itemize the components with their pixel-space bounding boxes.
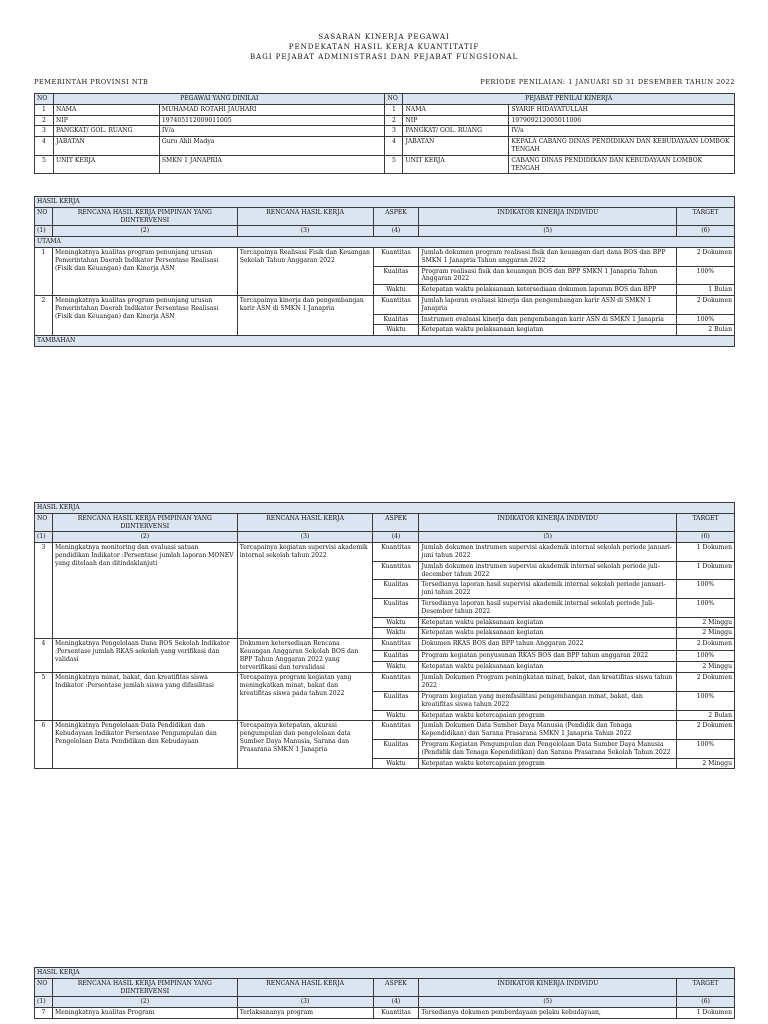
work-plan-text: Dokumen ketersediaan Rencana Keuangan Anggaran Sekolah BOS dan BPP Tahun Anggaran 2022 yang terverifikasi dan tervalidasi [237, 639, 373, 673]
utama-label: UTAMA [35, 237, 735, 248]
target-cell: 100% [677, 739, 735, 758]
column-number-row [35, 997, 735, 1008]
col-number: (5) [419, 226, 677, 237]
row-number: 1 [35, 104, 54, 115]
aspect-cell: Kualitas [373, 314, 419, 325]
col-number: (4) [373, 532, 419, 543]
identity-row [35, 137, 735, 156]
row-number: 4 [35, 137, 54, 156]
col-aspect: ASPEK [373, 978, 419, 997]
item-number: 2 [35, 295, 53, 335]
indicator-cell: Instrumen evaluasi kinerja dan pengembangan karir ASN di SMKN 1 Janapria [419, 314, 677, 325]
col-number: (5) [419, 532, 677, 543]
institution-label: PEMERINTAH PROVINSI NTB [34, 78, 149, 86]
leader-plan-text: Meningkatnya Pengelolaan Data Pendidikan dan Kebudayaan Indikator Persentase Pengumpulan dan Pengelolaan Data Pendidikan dan Kebudayaan [52, 721, 237, 769]
col-work-plan: RENCANA HASIL KERJA [237, 513, 373, 532]
field-label: NAMA [53, 104, 159, 115]
target-cell: 1 Dokumen [677, 561, 735, 580]
aspect-cell: Kualitas [373, 580, 419, 599]
target-cell: 100% [677, 580, 735, 599]
item-number: 7 [35, 1008, 53, 1019]
col-no: NO [35, 978, 53, 997]
aspect-cell: Kuantitas [373, 247, 419, 266]
aspect-cell: Waktu [373, 661, 419, 672]
target-cell: 100% [677, 598, 735, 617]
indicator-cell: Dokumen RKAS BOS dan BPP tahun Anggaran 2022 [419, 639, 677, 650]
aspect-cell: Kuantitas [373, 673, 419, 692]
title-line-3: BAGI PEJABAT ADMINISTRASI DAN PEJABAT FUNGSIONAL [249, 52, 519, 61]
target-cell: 2 Dokumen [677, 721, 735, 740]
col-target: TARGET [677, 978, 735, 997]
target-cell: 1 Bulan [677, 285, 735, 296]
indicator-cell: Jumlah dokumen instrumen supervisi akademik internal sekolah periode juli-december tahun 2022 [419, 561, 677, 580]
period-label: PERIODE PENILAIAN: 1 JANUARI SD 31 DESEMBER TAHUN 2022 [480, 78, 735, 86]
aspect-cell: Waktu [373, 617, 419, 628]
target-cell: 2 Minggu [677, 628, 735, 639]
evaluator-nip: 197909212005011006 [509, 115, 735, 126]
evaluator-name: SYARIF HIDAYATULLAH [509, 104, 735, 115]
identity-row [35, 126, 735, 137]
section-title: HASIL KERJA [35, 197, 735, 208]
col-number: (6) [677, 997, 735, 1008]
identity-row [35, 104, 735, 115]
target-cell: 100% [677, 314, 735, 325]
col-leader-plan: RENCANA HASIL KERJA PIMPINAN YANG DIINTERVENSI [52, 978, 237, 997]
indicator-cell: Ketepatan waktu pelaksanaan kegiatan [419, 325, 677, 336]
item-number: 5 [35, 673, 53, 721]
employee-name: MUHAMAD ROTAHI JAUHARI [159, 104, 385, 115]
leader-plan-text: Meningkatnya monitoring dan evaluasi satuan pendidikan Indikator :Persentase jumlah laporan MONEV yang ditelaah dan ditindaklanjuti [52, 543, 237, 639]
column-number-row [35, 532, 735, 543]
work-plan-text: Tercapainya program kegiatan yang meningkatkan minat, bakat dan kreatifitas siswa pada tahun 2022 [237, 673, 373, 721]
row-number: 1 [385, 104, 403, 115]
item-number: 1 [35, 247, 53, 295]
column-header-row [35, 513, 735, 532]
evaluator-header: PEJABAT PENILAI KINERJA [403, 94, 735, 105]
col-leader-plan: RENCANA HASIL KERJA PIMPINAN YANG DIINTERVENSI [52, 207, 237, 226]
col-number: (3) [237, 997, 373, 1008]
item-number: 3 [35, 543, 53, 639]
field-label: PANGKAT/ GOL. RUANG [403, 126, 509, 137]
target-cell: 2 Minggu [677, 758, 735, 769]
table-row [35, 721, 735, 740]
col-number: (2) [52, 532, 237, 543]
col-number: (2) [52, 226, 237, 237]
col-number: (4) [373, 997, 419, 1008]
leader-plan-text: Meningkatnya minat, bakat, dan kreatifitas siswa Indikator :Persentase jumlah siswa yang difasilitasi [52, 673, 237, 721]
identity-row [35, 115, 735, 126]
aspect-cell: Kualitas [373, 650, 419, 661]
table-row [35, 1008, 735, 1019]
field-label: JABATAN [403, 137, 509, 156]
aspect-cell: Kuantitas [373, 1008, 419, 1019]
indicator-cell: Jumlah Dokumen Program peningkatan minat, bakat, dan kreatifitas siswa tahun 2022 [419, 673, 677, 692]
employee-unit: SMKN 1 JANAPRIA [159, 155, 385, 174]
col-leader-plan: RENCANA HASIL KERJA PIMPINAN YANG DIINTERVENSI [52, 513, 237, 532]
field-label: UNIT KERJA [53, 155, 159, 174]
row-number: 4 [385, 137, 403, 156]
field-label: UNIT KERJA [403, 155, 509, 174]
aspect-cell: Waktu [373, 628, 419, 639]
row-number: 5 [35, 155, 54, 174]
indicator-cell: Program Kegiatan Pengumpulan dan Pengelolaan Data Sumber Daya Manusia (Pendidik dan Tenaga Kependidikan) dan Sarana Prasarana Sekolah Tahun 2022 [419, 739, 677, 758]
col-work-plan: RENCANA HASIL KERJA [237, 978, 373, 997]
aspect-cell: Waktu [373, 710, 419, 721]
col-number: (3) [237, 226, 373, 237]
aspect-cell: Waktu [373, 285, 419, 296]
work-results-table-2 [34, 502, 735, 769]
identity-no-header-right: NO [385, 94, 403, 105]
item-number: 6 [35, 721, 53, 769]
field-label: NIP [53, 115, 159, 126]
identity-header-row [35, 94, 735, 105]
col-number: (1) [35, 226, 53, 237]
table-row [35, 639, 735, 650]
leader-plan-text: Meningkatnya kualitas program penunjang urusan Pemerintahan Daerah Indikator Persentase Realisasi (Fisik dan Keuangan) dan Kinerja ASN [52, 247, 237, 295]
target-cell: 2 Dokumen [677, 247, 735, 266]
column-number-row [35, 226, 735, 237]
col-no: NO [35, 513, 53, 532]
aspect-cell: Kualitas [373, 598, 419, 617]
evaluated-employee-header: PEGAWAI YANG DINILAI [53, 94, 385, 105]
row-number: 5 [385, 155, 403, 174]
employee-rank: IV/a [159, 126, 385, 137]
target-cell: 2 Bulan [677, 325, 735, 336]
work-plan-text: Tercapainya kegiatan supervisi akademik internal sekolah tahun 2022 [237, 543, 373, 639]
work-results-table-1 [34, 196, 735, 347]
aspect-cell: Kualitas [373, 266, 419, 285]
aspect-cell: Kuantitas [373, 295, 419, 314]
col-no: NO [35, 207, 53, 226]
evaluator-unit: CABANG DINAS PENDIDIKAN DAN KEBUDAYAAN LOMBOK TENGAH [509, 155, 735, 174]
col-number: (2) [52, 997, 237, 1008]
field-label: PANGKAT/ GOL. RUANG [53, 126, 159, 137]
target-cell: 2 Minggu [677, 617, 735, 628]
target-cell: 2 Bulan [677, 710, 735, 721]
evaluator-rank: IV/a [509, 126, 735, 137]
field-label: NAMA [403, 104, 509, 115]
col-aspect: ASPEK [373, 513, 419, 532]
section-title: HASIL KERJA [35, 968, 735, 979]
indicator-cell: Program realisasi fisik dan keuangan BOS dan BPP SMKN 1 Janapria Tahun Anggaran 2022 [419, 266, 677, 285]
work-plan-text: Terlaksananya program [237, 1008, 373, 1019]
col-number: (1) [35, 532, 53, 543]
col-number: (1) [35, 997, 53, 1008]
indicator-cell: Ketepatan waktu pelaksanaan kegiatan [419, 617, 677, 628]
aspect-cell: Kualitas [373, 691, 419, 710]
col-target: TARGET [677, 513, 735, 532]
aspect-cell: Kualitas [373, 739, 419, 758]
col-indicator: INDIKATOR KINERJA INDIVIDU [419, 513, 677, 532]
indicator-cell: Ketepatan waktu ketercapaian program [419, 710, 677, 721]
work-plan-text: Tercapainya ketepatan, akurasi pengumpulan dan pengelolaan data Sumber Daya Manusia, Sarana dan Prasarana SMKN 1 Janapria [237, 721, 373, 769]
indicator-cell: Tersedianya laporan hasil supervisi akademik internal sekolah periode januari-juni tahun 2022 [419, 580, 677, 599]
leader-plan-text: Meningkatnya kualitas Program [52, 1008, 237, 1019]
indicator-cell: Jumlah dokumen instrumen supervisi akademik internal sekolah periode januari-juni tahun 2022 [419, 543, 677, 562]
work-plan-text: Tercapainya kinerja dan pengembangan karir ASN di SMKN 1 Janapria [237, 295, 373, 335]
target-cell: 2 Minggu [677, 661, 735, 672]
work-plan-text: Tercapainya Realisasi Fisik dan Keuangan Sekolah Tahun Anggaran 2022 [237, 247, 373, 295]
col-indicator: INDIKATOR KINERJA INDIVIDU [419, 978, 677, 997]
indicator-cell: Ketepatan waktu pelaksanaan kegiatan [419, 628, 677, 639]
table-row [35, 247, 735, 266]
indicator-cell: Tersedianya laporan hasil supervisi akademik internal sekolah periode Juli-Desember tahun 2022 [419, 598, 677, 617]
table-row [35, 673, 735, 692]
leader-plan-text: Meningkatnya Pengelolaan Dana BOS Sekolah Indikator :Persentase jumlah RKAS sekolah yang verifikasi dan validasi [52, 639, 237, 673]
target-cell: 100% [677, 691, 735, 710]
col-number: (5) [419, 997, 677, 1008]
evaluator-position: KEPALA CABANG DINAS PENDIDIKAN DAN KEBUDAYAAN LOMBOK TENGAH [509, 137, 735, 156]
col-number: (6) [677, 532, 735, 543]
target-cell: 2 Dokumen [677, 295, 735, 314]
field-label: JABATAN [53, 137, 159, 156]
target-cell: 2 Dokumen [677, 673, 735, 692]
table-row [35, 295, 735, 314]
section-title: HASIL KERJA [35, 503, 735, 514]
identity-no-header: NO [35, 94, 54, 105]
aspect-cell: Kuantitas [373, 561, 419, 580]
aspect-cell: Waktu [373, 758, 419, 769]
indicator-cell: Program kegiatan yang memfasilitasi pengembangan minat, bakat, dan kreatifitas siswa tahun 2022 [419, 691, 677, 710]
row-number: 2 [35, 115, 54, 126]
target-cell: 1 Dokumen [677, 543, 735, 562]
aspect-cell: Kuantitas [373, 543, 419, 562]
row-number: 3 [385, 126, 403, 137]
target-cell: 1 Dokumen [677, 1008, 735, 1019]
indicator-cell: Program kegiatan penyusunan RKAS BOS dan BPP tahun anggaran 2022 [419, 650, 677, 661]
target-cell: 100% [677, 650, 735, 661]
row-number: 3 [35, 126, 54, 137]
identity-row [35, 155, 735, 174]
table-row [35, 543, 735, 562]
col-number: (3) [237, 532, 373, 543]
column-header-row [35, 978, 735, 997]
indicator-cell: Jumlah laporan evaluasi kinerja dan pengembangan karir ASN di SMKN 1 Janapria [419, 295, 677, 314]
col-indicator: INDIKATOR KINERJA INDIVIDU [419, 207, 677, 226]
indicator-cell: Ketepatan waktu pelaksanaan kegiatan [419, 661, 677, 672]
aspect-cell: Kuantitas [373, 639, 419, 650]
indicator-cell: Jumlah Dokumen Data Sumber Daya Manusia (Pendidik dan Tenaga Kependidikan) dan Sarana Prasarana SMKN 1 Janapria Tahun 2022 [419, 721, 677, 740]
indicator-cell: Jumlah dokumen program realisasi fisik dan keuangan dari dana BOS dan BPP SMKN 1 Janapria Tahun anggaran 2022 [419, 247, 677, 266]
column-header-row [35, 207, 735, 226]
indicator-cell: Ketepatan waktu ketercapaian program [419, 758, 677, 769]
title-line-1: SASARAN KINERJA PEGAWAI [318, 32, 450, 41]
col-number: (6) [677, 226, 735, 237]
identity-table [34, 93, 735, 174]
col-work-plan: RENCANA HASIL KERJA [237, 207, 373, 226]
employee-position: Guru Ahli Madya [159, 137, 385, 156]
target-cell: 2 Dokumen [677, 639, 735, 650]
leader-plan-text: Meningkatnya kualitas program penunjang urusan Pemerintahan Daerah Indikator Persentase Realisasi (Fisik dan Keuangan) dan Kinerja ASN [52, 295, 237, 335]
indicator-cell: Ketepatan waktu pelaksanaan ketersediaan dokumen laporan BOS dan BPP [419, 285, 677, 296]
aspect-cell: Waktu [373, 325, 419, 336]
col-number: (4) [373, 226, 419, 237]
col-target: TARGET [677, 207, 735, 226]
work-results-table-3 [34, 967, 735, 1019]
tambahan-label: TAMBAHAN [35, 336, 735, 347]
indicator-cell: Tersedianya dokumen pemberdayaan pelaku kebudayaan, [419, 1008, 677, 1019]
title-line-2: PENDEKATAN HASIL KERJA KUANTITATIF [288, 42, 480, 51]
aspect-cell: Kuantitas [373, 721, 419, 740]
row-number: 2 [385, 115, 403, 126]
item-number: 4 [35, 639, 53, 673]
field-label: NIP [403, 115, 509, 126]
target-cell: 100% [677, 266, 735, 285]
employee-nip: 197405112009011005 [159, 115, 385, 126]
col-aspect: ASPEK [373, 207, 419, 226]
